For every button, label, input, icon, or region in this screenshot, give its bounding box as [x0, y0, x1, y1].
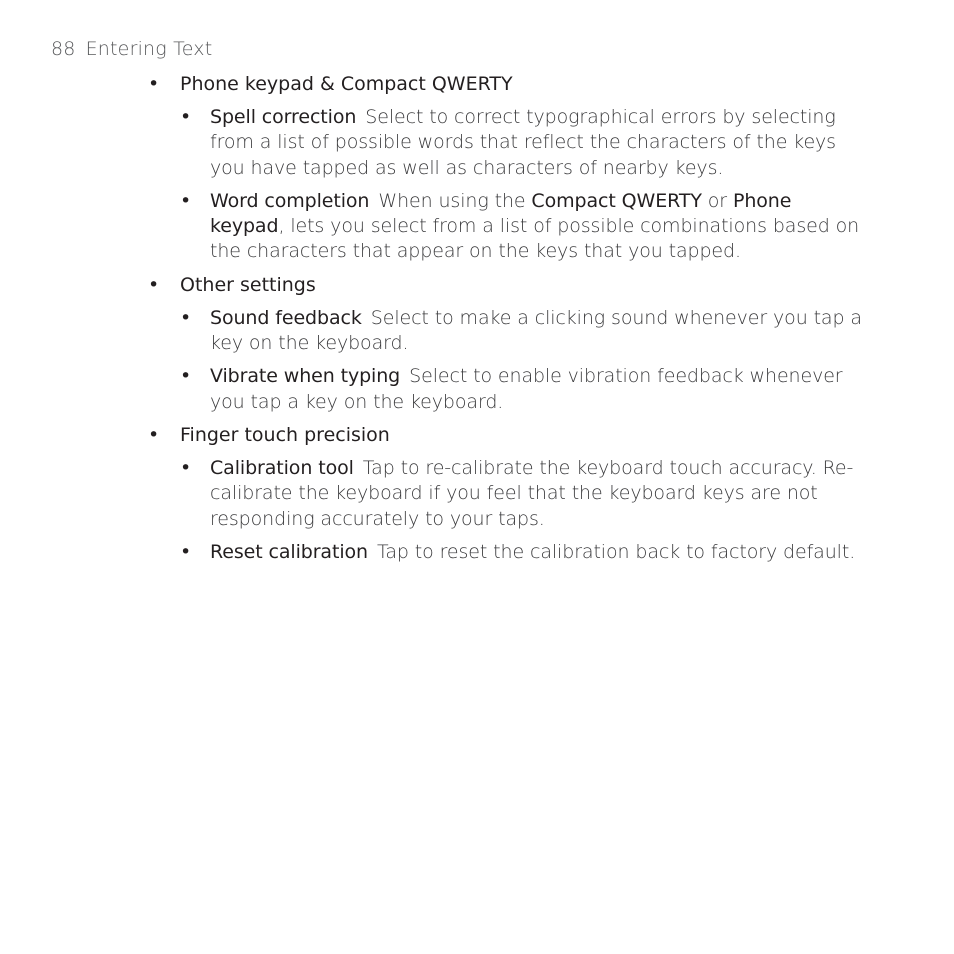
item-term: Reset calibration — [210, 540, 368, 563]
bullet: • — [180, 456, 192, 479]
section-title: Entering Text — [85, 38, 213, 60]
bullet: • — [180, 540, 192, 563]
section-title: Finger touch precision — [180, 423, 390, 446]
item-term: Sound feedback — [210, 306, 362, 329]
item-description: Select to correct typographical errors by selecting from a list of possible words that reflect the characters of the keys you have tapped as well as characters of nearby keys. — [210, 106, 836, 179]
item-description: Select to make a clicking sound whenever you tap a key on the keyboard. — [210, 306, 862, 355]
item-term: Vibrate when typing — [210, 365, 401, 388]
page-header — [51, 38, 212, 60]
list-item-calibration-tool — [180, 456, 868, 532]
item-description: Tap to re-calibrate the keyboard touch accuracy. Re-calibrate the keyboard if you feel that the keyboard keys are not responding accurately to your taps. — [210, 456, 854, 530]
item-description-part: , lets you select from a list of possible combinations based on the characters that appear on the keys that you tapped. — [210, 215, 860, 263]
section-title: Other settings — [180, 273, 316, 296]
item-term: Calibration tool — [210, 456, 354, 479]
section-phone-keypad-compact-qwerty — [148, 72, 868, 265]
item-description-part: or — [701, 189, 733, 212]
list-item-reset-calibration — [180, 540, 868, 565]
list-item-sound-feedback — [180, 306, 868, 357]
list-item-word-completion — [180, 189, 868, 265]
section-title: Phone keypad & Compact QWERTY — [180, 73, 513, 95]
section-other-settings — [148, 273, 868, 415]
item-term: Word completion — [210, 189, 370, 212]
section-finger-touch-precision — [148, 423, 868, 565]
item-description: Select to enable vibration feedback whenever you tap a key on the keyboard. — [210, 365, 843, 413]
bullet: • — [180, 306, 192, 329]
inline-term: Phone keypad — [210, 189, 792, 238]
page-number: 88 — [51, 38, 76, 60]
bullet: • — [148, 273, 160, 296]
bullet: • — [148, 423, 160, 446]
bullet: • — [180, 189, 192, 212]
inline-term: Compact QWERTY — [531, 189, 702, 212]
bullet: • — [180, 106, 192, 128]
item-term: Spell correction — [210, 106, 357, 128]
bullet: • — [180, 365, 192, 388]
bullet: • — [148, 73, 160, 95]
item-description: Tap to reset the calibration back to factory default. — [376, 540, 856, 563]
settings-description-list — [148, 72, 868, 573]
list-item-vibrate-when-typing — [180, 364, 868, 415]
list-item-spell-correction — [180, 105, 868, 181]
item-description-part: When using the — [378, 189, 532, 212]
